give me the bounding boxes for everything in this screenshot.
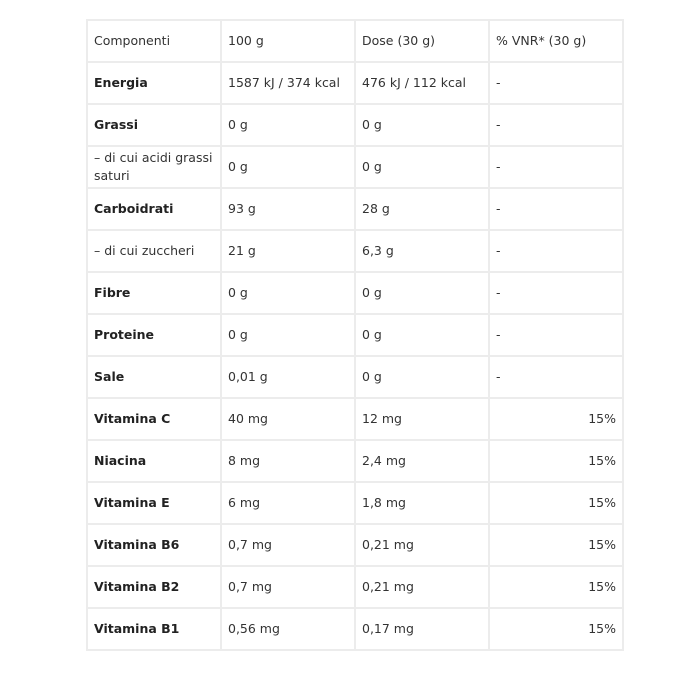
header-row: [87, 20, 623, 62]
value-per-100g: 0,01 g: [221, 356, 355, 398]
value-vnr: -: [489, 230, 623, 272]
nutrient-name: Vitamina C: [87, 398, 221, 440]
nutrition-table: [86, 19, 624, 651]
table-row: [87, 482, 623, 524]
value-vnr: -: [489, 104, 623, 146]
value-per-dose: 1,8 mg: [355, 482, 489, 524]
header-componenti: Componenti: [87, 20, 221, 62]
table-row: [87, 608, 623, 650]
value-per-dose: 476 kJ / 112 kcal: [355, 62, 489, 104]
value-per-dose: 6,3 g: [355, 230, 489, 272]
value-per-100g: 40 mg: [221, 398, 355, 440]
value-per-100g: 8 mg: [221, 440, 355, 482]
nutrient-name: – di cui acidi grassi saturi: [87, 146, 221, 188]
value-per-dose: 0 g: [355, 272, 489, 314]
nutrient-name: Niacina: [87, 440, 221, 482]
value-vnr: -: [489, 188, 623, 230]
value-per-dose: 0 g: [355, 356, 489, 398]
nutrient-name: Sale: [87, 356, 221, 398]
header-dose: Dose (30 g): [355, 20, 489, 62]
value-per-100g: 0 g: [221, 146, 355, 188]
header-100g: 100 g: [221, 20, 355, 62]
table-row: [87, 146, 623, 188]
value-per-100g: 0,7 mg: [221, 566, 355, 608]
value-per-dose: 0,21 mg: [355, 566, 489, 608]
table-row: [87, 314, 623, 356]
value-vnr: -: [489, 356, 623, 398]
nutrient-name: Carboidrati: [87, 188, 221, 230]
value-per-dose: 12 mg: [355, 398, 489, 440]
table-row: [87, 440, 623, 482]
value-vnr: -: [489, 62, 623, 104]
value-vnr: 15%: [489, 608, 623, 650]
nutrient-name: Energia: [87, 62, 221, 104]
header-vnr: % VNR* (30 g): [489, 20, 623, 62]
value-per-100g: 93 g: [221, 188, 355, 230]
value-per-100g: 6 mg: [221, 482, 355, 524]
table-row: [87, 356, 623, 398]
value-vnr: 15%: [489, 398, 623, 440]
value-per-100g: 1587 kJ / 374 kcal: [221, 62, 355, 104]
nutrient-name: Vitamina E: [87, 482, 221, 524]
value-vnr: 15%: [489, 566, 623, 608]
table-row: [87, 398, 623, 440]
value-per-dose: 0 g: [355, 104, 489, 146]
nutrient-name: Vitamina B1: [87, 608, 221, 650]
value-per-100g: 0 g: [221, 104, 355, 146]
value-vnr: 15%: [489, 524, 623, 566]
nutrient-name: Vitamina B6: [87, 524, 221, 566]
value-vnr: 15%: [489, 440, 623, 482]
nutrient-name: Fibre: [87, 272, 221, 314]
table-row: [87, 230, 623, 272]
table-row: [87, 524, 623, 566]
value-vnr: -: [489, 146, 623, 188]
value-per-100g: 0 g: [221, 272, 355, 314]
table-row: [87, 566, 623, 608]
value-per-100g: 21 g: [221, 230, 355, 272]
value-vnr: 15%: [489, 482, 623, 524]
table-row: [87, 272, 623, 314]
nutrient-name: Grassi: [87, 104, 221, 146]
value-per-dose: 0 g: [355, 314, 489, 356]
value-per-dose: 0,17 mg: [355, 608, 489, 650]
value-vnr: -: [489, 314, 623, 356]
table-row: [87, 188, 623, 230]
table-row: [87, 104, 623, 146]
value-per-100g: 0,7 mg: [221, 524, 355, 566]
value-per-dose: 28 g: [355, 188, 489, 230]
table-row: [87, 62, 623, 104]
value-per-dose: 0 g: [355, 146, 489, 188]
value-per-dose: 2,4 mg: [355, 440, 489, 482]
value-per-dose: 0,21 mg: [355, 524, 489, 566]
value-vnr: -: [489, 272, 623, 314]
nutrient-name: Vitamina B2: [87, 566, 221, 608]
value-per-100g: 0,56 mg: [221, 608, 355, 650]
nutrient-name: – di cui zuccheri: [87, 230, 221, 272]
value-per-100g: 0 g: [221, 314, 355, 356]
nutrient-name: Proteine: [87, 314, 221, 356]
